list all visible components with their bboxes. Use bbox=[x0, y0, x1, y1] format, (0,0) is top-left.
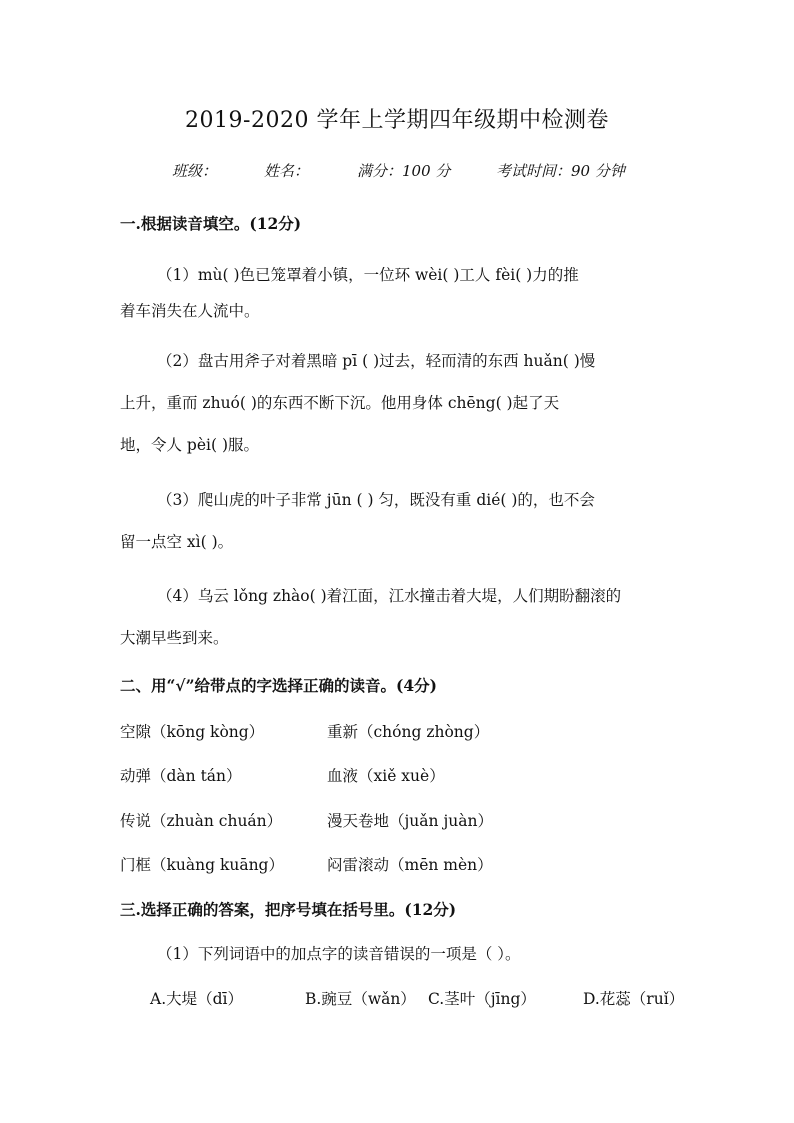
pinyin-choice-item: 重新（chóng zhòng） bbox=[327, 723, 490, 741]
question-text: 上升，重而 zhuó( )的东西不断下沉。他用身体 chēng( )起了天 bbox=[120, 394, 560, 412]
class-field-label: 班级： bbox=[172, 162, 218, 180]
full-score: 满分：100 分 bbox=[357, 162, 451, 180]
question-text: 着车消失在人流中。 bbox=[120, 302, 260, 320]
question-text: （1）mù( )色已笼罩着小镇，一位环 wèi( )工人 fèi( )力的推 bbox=[157, 266, 579, 284]
answer-option-b: B.豌豆（wǎn） bbox=[305, 990, 416, 1008]
pinyin-choice-item: 漫天卷地（juǎn juàn） bbox=[327, 812, 493, 830]
question-text: （2）盘古用斧子对着黑暗 pī ( )过去，轻而清的东西 huǎn( )慢 bbox=[157, 352, 596, 370]
answer-option-d: D.花蕊（ruǐ） bbox=[583, 990, 685, 1008]
pinyin-choice-item: 空隙（kōng kòng） bbox=[120, 723, 265, 741]
page-title: 2019-2020 学年上学期四年级期中检测卷 bbox=[185, 108, 609, 133]
question-text: （3）爬山虎的叶子非常 jūn ( ) 匀，既没有重 dié( )的，也不会 bbox=[157, 491, 595, 509]
pinyin-choice-item: 动弹（dàn tán） bbox=[120, 767, 242, 785]
question-text: 地，令人 pèi( )服。 bbox=[120, 436, 260, 454]
section1-heading: 一.根据读音填空。(12分) bbox=[120, 214, 302, 233]
section2-heading: 二、用“√”给带点的字选择正确的读音。(4分) bbox=[120, 676, 437, 695]
question-text: （4）乌云 lǒng zhào( )着江面，江水撞击着大堤，人们期盼翻滚的 bbox=[157, 587, 622, 605]
question-text: （1）下列词语中的加点字的读音错误的一项是（ ）。 bbox=[157, 945, 521, 963]
answer-option-a: A.大堤（dī） bbox=[150, 990, 244, 1008]
pinyin-choice-item: 血液（xiě xuè） bbox=[327, 767, 445, 785]
pinyin-choice-item: 闷雷滚动（mēn mèn） bbox=[327, 856, 493, 874]
exam-time: 考试时间：90 分钟 bbox=[496, 162, 625, 180]
pinyin-choice-item: 传说（zhuàn chuán） bbox=[120, 812, 283, 830]
answer-option-c: C.茎叶（jīng） bbox=[428, 990, 536, 1008]
section3-heading: 三.选择正确的答案，把序号填在括号里。(12分) bbox=[120, 900, 457, 919]
question-text: 留一点空 xì( )。 bbox=[120, 533, 234, 551]
pinyin-choice-item: 门框（kuàng kuāng） bbox=[120, 856, 284, 874]
question-text: 大潮早些到来。 bbox=[120, 629, 229, 647]
name-field-label: 姓名： bbox=[264, 162, 310, 180]
